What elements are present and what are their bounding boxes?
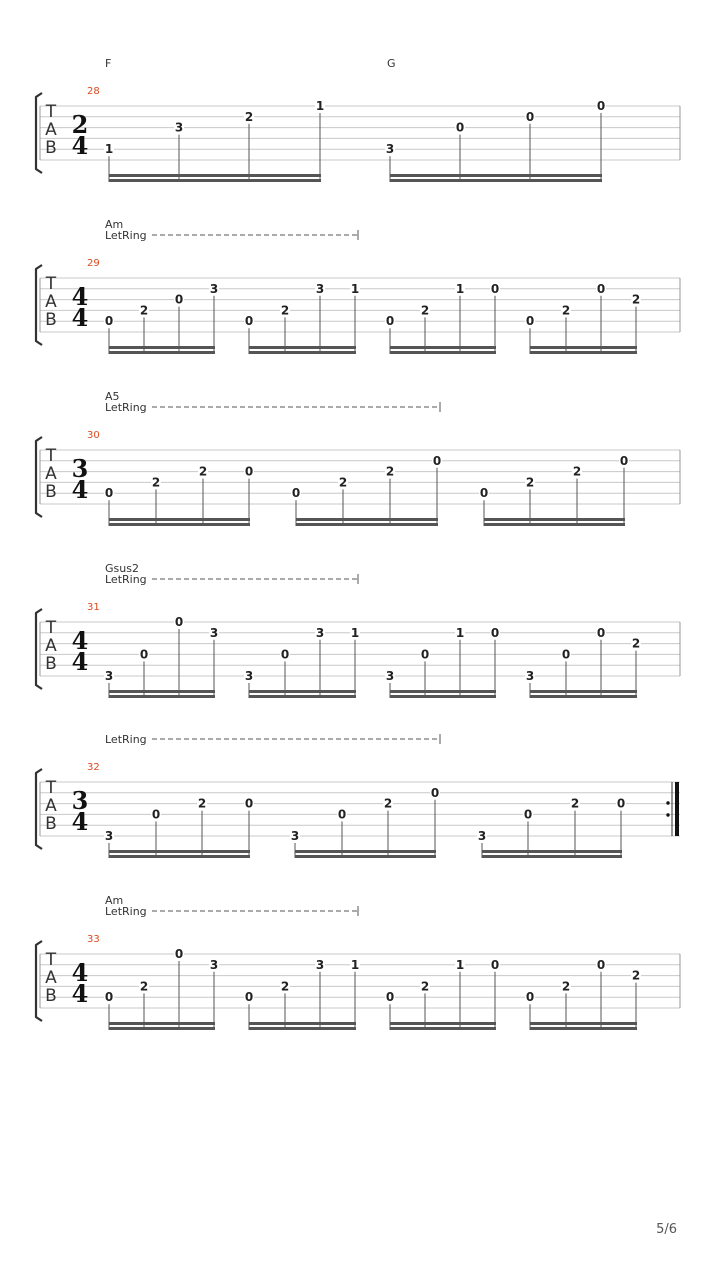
beam xyxy=(390,1027,496,1030)
tab-clef-letter: A xyxy=(45,968,57,988)
beam-group xyxy=(525,626,641,698)
system-bracket xyxy=(36,93,42,173)
beam-group xyxy=(244,958,360,1030)
chord-name: Am xyxy=(105,218,124,231)
tab-clef-letter: A xyxy=(45,796,57,816)
let-ring-label: LetRing xyxy=(105,905,147,918)
fret-number: 0 xyxy=(616,796,626,811)
tab-clef-letter: A xyxy=(45,636,57,656)
fret-number: 3 xyxy=(385,669,395,683)
fret-number: 0 xyxy=(174,615,184,629)
fret-number: 0 xyxy=(174,292,184,307)
fret-number: 2 xyxy=(280,303,290,318)
fret-number: 0 xyxy=(244,796,254,811)
fret-number: 0 xyxy=(619,453,629,468)
fret-number: 0 xyxy=(104,314,114,329)
fret-number: 3 xyxy=(525,669,535,683)
fret-number: 0 xyxy=(596,99,606,113)
beam-group xyxy=(104,797,254,858)
fret-number: 2 xyxy=(631,636,641,651)
fret-number: 3 xyxy=(104,669,114,683)
repeat-dot xyxy=(666,813,669,816)
tab-system xyxy=(36,57,680,182)
beam xyxy=(530,1022,637,1025)
time-signature-top: 2 xyxy=(71,110,89,139)
beam xyxy=(390,346,496,349)
system-bracket xyxy=(36,437,42,517)
fret-number: 0 xyxy=(596,957,606,972)
fret-number: 0 xyxy=(525,990,535,1005)
fret-number: 0 xyxy=(490,957,500,972)
beam-group xyxy=(525,282,641,354)
beam-group xyxy=(525,958,641,1030)
beam xyxy=(109,179,321,182)
beam-group xyxy=(385,99,606,182)
fret-number: 1 xyxy=(315,99,325,113)
fret-number: 1 xyxy=(455,281,465,296)
tab-system xyxy=(36,733,680,858)
fret-number: 2 xyxy=(561,979,571,994)
let-ring-label: LetRing xyxy=(105,573,147,586)
tab-clef-letter: B xyxy=(45,482,57,502)
tab-clef-letter: A xyxy=(45,464,57,484)
fret-number: 3 xyxy=(290,829,300,843)
fret-number: 0 xyxy=(174,947,184,961)
beam-group xyxy=(104,615,219,698)
beam xyxy=(390,179,602,182)
fret-number: 0 xyxy=(244,990,254,1005)
system-bracket xyxy=(36,265,42,345)
tab-clef-letter: B xyxy=(45,986,57,1006)
beam xyxy=(530,351,637,354)
let-ring-label: LetRing xyxy=(105,401,147,414)
beam-group xyxy=(479,454,629,526)
tab-clef-letter: A xyxy=(45,120,57,140)
time-signature-top: 4 xyxy=(71,282,89,311)
fret-number: 0 xyxy=(479,486,489,501)
chord-name: G xyxy=(387,57,396,70)
fret-number: 0 xyxy=(596,625,606,640)
time-signature-bottom: 4 xyxy=(71,807,89,836)
tab-clef-letter: T xyxy=(45,446,57,466)
tab-clef-letter: T xyxy=(45,274,57,294)
time-signature-bottom: 4 xyxy=(71,475,89,504)
fret-number: 0 xyxy=(420,647,430,662)
fret-number: 2 xyxy=(631,968,641,983)
fret-number: 0 xyxy=(104,486,114,501)
fret-number: 3 xyxy=(477,829,487,843)
fret-number: 2 xyxy=(570,796,580,811)
tab-clef-letter: B xyxy=(45,138,57,158)
fret-number: 3 xyxy=(174,120,184,135)
beam-group xyxy=(385,282,500,354)
fret-number: 3 xyxy=(315,281,325,296)
fret-number: 0 xyxy=(490,625,500,640)
beam xyxy=(109,850,250,853)
tab-system xyxy=(36,894,680,1030)
beam xyxy=(109,523,250,526)
beam xyxy=(249,690,356,693)
beam xyxy=(296,523,438,526)
let-ring-label: LetRing xyxy=(105,733,147,746)
fret-number: 0 xyxy=(430,785,440,800)
beam-group xyxy=(385,958,500,1030)
fret-number: 2 xyxy=(561,303,571,318)
fret-number: 2 xyxy=(420,303,430,318)
beam xyxy=(484,523,625,526)
time-signature-top: 3 xyxy=(71,454,89,483)
fret-number: 2 xyxy=(198,464,208,479)
beam-group xyxy=(244,282,360,354)
fret-number: 0 xyxy=(104,990,114,1005)
beam xyxy=(249,695,356,698)
beam xyxy=(390,351,496,354)
tab-clef-letter: T xyxy=(45,618,57,638)
system-bracket xyxy=(36,609,42,689)
beam xyxy=(249,346,356,349)
tab-system xyxy=(36,562,680,698)
repeat-dot xyxy=(666,801,669,804)
fret-number: 1 xyxy=(455,625,465,640)
fret-number: 2 xyxy=(525,475,535,490)
fret-number: 2 xyxy=(244,109,254,124)
measure-number: 31 xyxy=(87,602,100,613)
tab-system xyxy=(36,390,680,526)
beam xyxy=(390,174,602,177)
fret-number: 2 xyxy=(385,464,395,479)
fret-number: 1 xyxy=(350,281,360,296)
fret-number: 0 xyxy=(385,990,395,1005)
fret-number: 0 xyxy=(596,281,606,296)
fret-number: 2 xyxy=(151,475,161,490)
system-bracket xyxy=(36,769,42,849)
fret-number: 1 xyxy=(455,957,465,972)
time-signature-top: 4 xyxy=(71,626,89,655)
system-bracket xyxy=(36,941,42,1021)
measure-number: 29 xyxy=(87,258,100,269)
time-signature-bottom: 4 xyxy=(71,131,89,160)
beam-group xyxy=(385,626,500,698)
measure-number: 28 xyxy=(87,86,100,97)
fret-number: 1 xyxy=(350,957,360,972)
fret-number: 3 xyxy=(244,669,254,683)
tab-clef-letter: T xyxy=(45,102,57,122)
fret-number: 0 xyxy=(432,453,442,468)
beam-group xyxy=(477,797,626,858)
time-signature-top: 3 xyxy=(71,786,89,815)
measure-number: 33 xyxy=(87,934,100,945)
fret-number: 2 xyxy=(139,303,149,318)
beam xyxy=(295,855,436,858)
beam xyxy=(530,695,637,698)
chord-name: F xyxy=(105,57,112,70)
beam xyxy=(530,690,637,693)
tab-clef-letter: T xyxy=(45,778,57,798)
fret-number: 0 xyxy=(337,807,347,822)
time-signature-bottom: 4 xyxy=(71,647,89,676)
fret-number: 2 xyxy=(572,464,582,479)
fret-number: 2 xyxy=(197,796,207,811)
beam xyxy=(249,1027,356,1030)
tab-clef-letter: B xyxy=(45,310,57,330)
time-signature-top: 4 xyxy=(71,958,89,987)
beam-group xyxy=(290,786,440,858)
fret-number: 2 xyxy=(338,475,348,490)
fret-number: 0 xyxy=(561,647,571,662)
time-signature-bottom: 4 xyxy=(71,979,89,1008)
beam xyxy=(530,1027,637,1030)
beam xyxy=(530,346,637,349)
fret-number: 0 xyxy=(291,486,301,501)
fret-number: 3 xyxy=(315,625,325,640)
tab-clef-letter: T xyxy=(45,950,57,970)
page-number: 5/6 xyxy=(656,1222,677,1237)
beam xyxy=(249,1022,356,1025)
fret-number: 0 xyxy=(151,807,161,822)
beam xyxy=(484,518,625,521)
fret-number: 3 xyxy=(315,957,325,972)
measure-number: 30 xyxy=(87,430,100,441)
measure-number: 32 xyxy=(87,762,100,773)
time-signature-bottom: 4 xyxy=(71,303,89,332)
beam xyxy=(390,695,496,698)
fret-number: 0 xyxy=(525,314,535,329)
beam xyxy=(109,1027,215,1030)
fret-number: 2 xyxy=(420,979,430,994)
fret-number: 0 xyxy=(490,281,500,296)
tab-clef-letter: A xyxy=(45,292,57,312)
fret-number: 3 xyxy=(385,142,395,157)
beam xyxy=(482,850,622,853)
fret-number: 1 xyxy=(350,625,360,640)
beam xyxy=(109,346,215,349)
beam xyxy=(390,1022,496,1025)
beam-group xyxy=(104,465,254,526)
beam xyxy=(109,690,215,693)
fret-number: 2 xyxy=(383,796,393,811)
fret-number: 0 xyxy=(244,314,254,329)
beam xyxy=(109,518,250,521)
beam-group xyxy=(104,99,325,182)
tab-system xyxy=(36,218,680,354)
fret-number: 0 xyxy=(455,120,465,135)
beam xyxy=(109,695,215,698)
fret-number: 0 xyxy=(280,647,290,662)
fret-number: 2 xyxy=(139,979,149,994)
fret-number: 0 xyxy=(139,647,149,662)
beam xyxy=(109,174,321,177)
beam xyxy=(249,351,356,354)
fret-number: 1 xyxy=(104,142,114,157)
beam xyxy=(109,855,250,858)
beam xyxy=(296,518,438,521)
fret-number: 2 xyxy=(631,292,641,307)
tab-clef-letter: B xyxy=(45,814,57,834)
fret-number: 0 xyxy=(523,807,533,822)
fret-number: 0 xyxy=(385,314,395,329)
tab-clef-letter: B xyxy=(45,654,57,674)
beam xyxy=(109,1022,215,1025)
fret-number: 0 xyxy=(244,464,254,479)
beam xyxy=(482,855,622,858)
fret-number: 3 xyxy=(209,625,219,640)
chord-name: Gsus2 xyxy=(105,562,139,575)
let-ring-label: LetRing xyxy=(105,229,147,242)
beam-group xyxy=(291,454,442,526)
beam-group xyxy=(104,947,219,1030)
fret-number: 3 xyxy=(209,281,219,296)
beam-group xyxy=(244,626,360,698)
chord-name: Am xyxy=(105,894,124,907)
beam xyxy=(295,850,436,853)
fret-number: 2 xyxy=(280,979,290,994)
fret-number: 0 xyxy=(525,109,535,124)
beam xyxy=(390,690,496,693)
beam-group xyxy=(104,282,219,354)
chord-name: A5 xyxy=(105,390,120,403)
beam xyxy=(109,351,215,354)
fret-number: 3 xyxy=(104,829,114,843)
fret-number: 3 xyxy=(209,957,219,972)
